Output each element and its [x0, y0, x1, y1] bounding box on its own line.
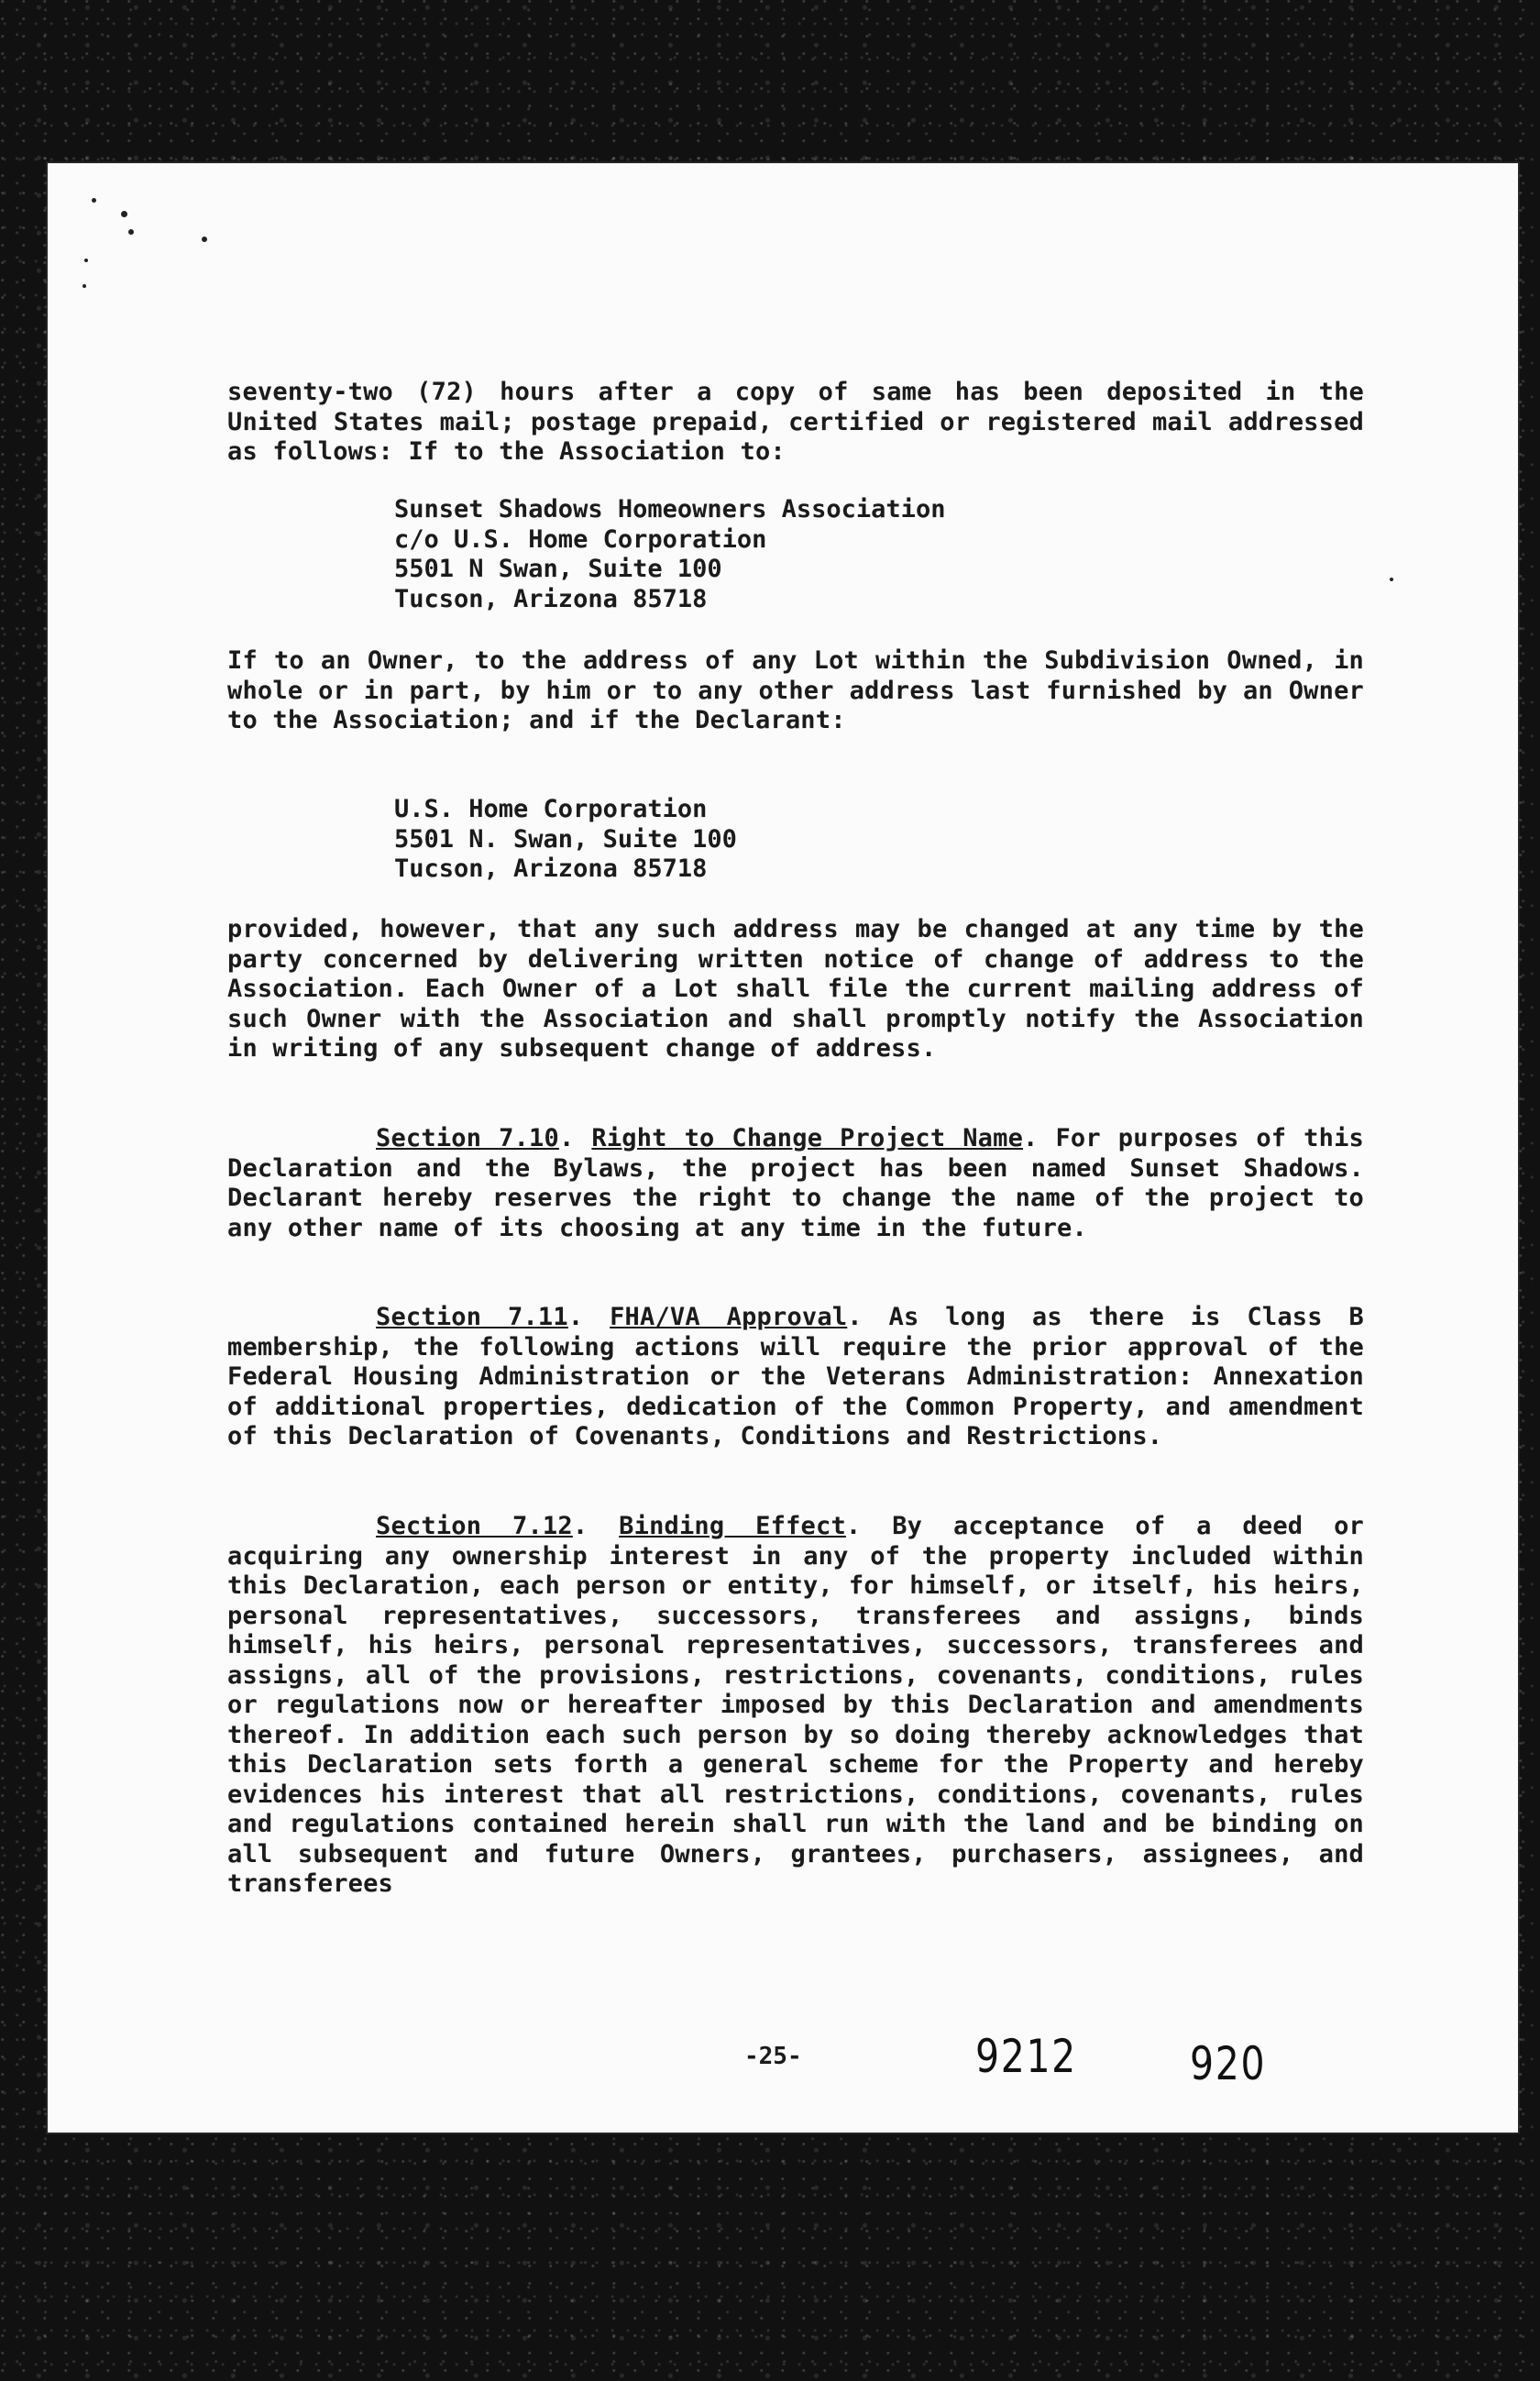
- recording-stamp-left: 9212: [975, 2030, 1077, 2083]
- recording-stamp-right: 920: [1190, 2037, 1267, 2090]
- section-7-10: Section 7.10. Right to Change Project Name. For purposes of this Declaration and the Bylaws, the project has been named Sunset Shadows. Declarant hereby reserves the right to change the name of the project to any other name of its choosing at any time in the future.: [227, 1124, 1365, 1242]
- section-title: FHA/VA Approval: [610, 1303, 848, 1331]
- section-body: By acceptance of a deed or acquiring any ownership interest in any of the property included within this Declaration, each person or entity, for himself, or itself, his heirs, personal representatives, successors, transferees and assigns, binds himself, his heirs, personal representatives, successors, transferees and assigns, all of the provisions, restrictions, covenants, conditions, rules or regulations now or hereafter imposed by this Declaration and amendments thereof. In addition each such person by so doing thereby acknowledges that this Declaration sets forth a general scheme for the Property and hereby evidences his interest that all restrictions, conditions, covenants, rules and regulations contained herein shall run with the land and be binding on all subsequent and future Owners, grantees, purchasers, assignees, and transferees: [227, 1512, 1364, 1898]
- provided-text: provided, however, that any such address may be changed at any time by the party concerned by delivering written notice of change of address to the Association. Each Owner of a Lot shall file the current mailing address of such Owner with the Association and shall promptly notify the Association in writing of any subsequent change of address.: [227, 915, 1364, 1063]
- address-line: 5501 N Swan, Suite 100: [394, 555, 722, 583]
- address-line: 5501 N. Swan, Suite 100: [394, 824, 737, 854]
- address-line: Tucson, Arizona 85718: [394, 854, 708, 883]
- section-title: Right to Change Project Name: [591, 1124, 1024, 1152]
- owner-paragraph: [227, 646, 1364, 736]
- opening-paragraph: [227, 378, 1364, 468]
- section-body: As long as there is Class B membership, the following actions will require the prior approval of the Federal Housing Administration or the Veterans Administration: Annexation of additional properties, dedication of the Common Property, and amendment of this Declaration of Covenants, Conditions and Restrictions.: [227, 1303, 1364, 1450]
- page-number: -25-: [744, 2043, 802, 2070]
- provided-paragraph: [227, 915, 1364, 1064]
- declarant-address-block: [394, 795, 737, 885]
- address-line: c/o U.S. Home Corporation: [394, 524, 767, 554]
- section-number: Section 7.12: [376, 1512, 573, 1540]
- association-address-block: [394, 495, 945, 614]
- address-line: Tucson, Arizona 85718: [394, 584, 708, 613]
- section-title: Binding Effect: [619, 1512, 846, 1540]
- owner-text: If to an Owner, to the address of any Lot within the Subdivision Owned, in whole or in part, by him or to any other address last furnished by an Owner to the Association; and if the Declarant:: [227, 646, 1364, 734]
- opening-text: seventy-two (72) hours after a copy of same has been deposited in the United States mail; postage prepaid, certified or registered mail addressed as follows: If to the Association to:: [227, 378, 1364, 466]
- section-number: Section 7.11: [376, 1303, 568, 1331]
- address-line: Sunset Shadows Homeowners Association: [394, 495, 946, 524]
- section-7-11: Section 7.11. FHA/VA Approval. As long as there is Class B membership, the following actions will require the prior approval of the Federal Housing Administration or the Veterans Administration: Annexation of additional properties, dedication of the Common Property, and amendment of this Declaration of Covenants, Conditions and Restrictions.: [227, 1303, 1364, 1450]
- section-number: Section 7.10: [376, 1124, 559, 1152]
- section-body: For purposes of this Declaration and the Bylaws, the project has been named Sunset Shadows. Declarant hereby reserves the right to change the name of the project to any other name of its choosing at any time in the future.: [227, 1124, 1365, 1242]
- address-line: U.S. Home Corporation: [394, 795, 708, 823]
- section-7-12: Section 7.12. Binding Effect. By acceptance of a deed or acquiring any ownership interest in any of the property included within this Declaration, each person or entity, for himself, or itself, his heirs, personal representatives, successors, transferees and assigns, binds himself, his heirs, personal representatives, successors, transferees and assigns, all of the provisions, restrictions, covenants, conditions, rules or regulations now or hereafter imposed by this Declaration and amendments thereof. In addition each such person by so doing thereby acknowledges that this Declaration sets forth a general scheme for the Property and hereby evidences his interest that all restrictions, conditions, covenants, rules and regulations contained herein shall run with the land and be binding on all subsequent and future Owners, grantees, purchasers, assignees, and transferees: [227, 1512, 1364, 1898]
